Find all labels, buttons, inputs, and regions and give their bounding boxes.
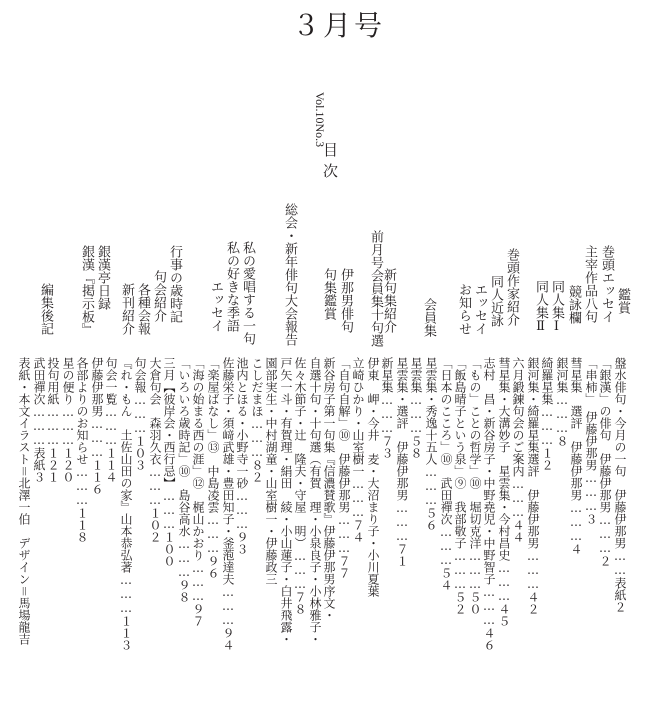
contents-entry: 伊藤伊那男………１１６ [90, 357, 104, 495]
contents-entry: 武田禪次………表紙３ [32, 357, 46, 483]
contents-entry: 『れ・もん 土佐山田の家』山本恭弘著………１１３ [119, 357, 133, 651]
contents-entry: 各部よりのお知らせ………１１８ [75, 357, 89, 543]
contents-entry: 「いろいろ歳時記」⑩ 島谷高水………９８ [177, 357, 191, 603]
contents-entry: 「楽屋ばなし」⑬ 中島凌雲………９６ [206, 357, 220, 579]
section-label: 会員集 [421, 298, 436, 337]
contents-entry: 「自句自解」⑩ 伊藤伊那男………７７ [337, 357, 351, 579]
section-label: 銀漢亭日録 [95, 245, 110, 310]
section-label: 伊那男俳句 [338, 268, 353, 333]
section-label: 編集後記 [38, 283, 53, 335]
contents-entry: 志村 昌・新谷房子・中野堯児・中野智子………４６ [482, 357, 496, 651]
section-label: 同人集Ⅰ [549, 280, 564, 334]
section-label: 各種会報 [135, 283, 150, 335]
contents-entry: 三月【彼岸会・西行忌】………１００ [162, 357, 176, 567]
section-label: 同人集Ⅱ [533, 280, 548, 334]
contents-entry: 「海の始まる西の涯」⑫ 梶山かおり………９７ [191, 357, 205, 627]
contents-entry: 立崎ひかり・山室樹一………７４ [351, 357, 365, 543]
contents-entry: 銀河集・綺羅星集選評 伊藤伊那男………４２ [526, 357, 540, 615]
section-label: 競詠欄 [566, 285, 581, 324]
contents-entry: 新星集………７３ [380, 357, 394, 459]
contents-entry: 盤水俳句・今月の一句 伊藤伊那男……表紙２ [613, 357, 627, 613]
contents-entry: 星の便り………１２０ [61, 357, 75, 483]
section-label: 句会紹介 [151, 270, 166, 322]
contents-label: 目次 [321, 142, 339, 184]
contents-entry: 新谷房子第一句集『信濃賛歌』伊藤伊那男序文・ [322, 357, 336, 621]
page-title: ３月号 [292, 9, 386, 42]
contents-entry: 「日本のこころ」⑩ 武田禪次………５４ [439, 357, 453, 591]
section-label: 巻頭作家紹介 [504, 248, 519, 326]
contents-entry: 星雲集・選評 伊藤伊那男………７１ [395, 357, 409, 567]
contents-entry: 池内とほる・小野寺一砂………９３ [235, 357, 249, 555]
section-label: 鑑賞 [615, 288, 630, 314]
contents-entry: こしだまほ………８２ [250, 357, 264, 483]
section-label: 私の愛唱する一句 [240, 241, 255, 345]
section-label: 前月号会員集十句選 [368, 230, 383, 347]
section-label: 同人近詠 [488, 275, 503, 327]
section-label: お知らせ [456, 283, 471, 335]
contents-entry: 自選十句・十句選（有賀 理・小泉良子・小林雅子・ [308, 357, 322, 645]
contents-entry: 「もの」ことの哲学」⑩ 堀切克洋………５０ [468, 357, 482, 615]
section-label: エッセイ [208, 280, 223, 332]
section-label: 新句集紹介 [381, 268, 396, 333]
contents-entry: 彗星集・大溝妙子 星雲集・今村昌史………４５ [497, 357, 511, 627]
contents-entry: 銀河集………８ [555, 357, 569, 447]
contents-entry: 戸矢一斗・有賀理・絹田 綾・小山蓮子・白井飛露・ [279, 357, 293, 645]
section-label: 私の好きな季語 [224, 241, 239, 332]
contents-entry: 大倉句会 森羽久衣………１０２ [148, 357, 162, 543]
section-label: 総会・新年俳句大会報告 [282, 203, 297, 346]
contents-entry: 伊東 岬・今井 麦・大沼まり子・小川夏葉 [366, 357, 380, 597]
contents-entry: 佐々木節子・辻 隆夫・守屋 明）………７８ [293, 357, 307, 615]
section-label: エッセイ [472, 283, 487, 335]
contents-entry: 表紙・本文イラスト＝北澤一伯 デザイン＝馬場龍吉 [17, 357, 31, 645]
contents-entry: 投句用紙………１２１ [46, 357, 60, 483]
contents-entry: 句会一覧………１１４ [104, 357, 118, 483]
contents-entry: 「串柿」 伊藤伊那男………３ [584, 357, 598, 525]
section-label: 主宰作品八句 [582, 245, 597, 323]
contents-entry: 六月鍛錬句会のご案内………４４ [511, 357, 525, 543]
section-label: 新刊紹介 [119, 283, 134, 335]
contents-entry: 佐藤栄子・須﨑武雄・豊田知子・釜萢達夫………９４ [221, 357, 235, 651]
contents-entry: 綺羅星集………１２ [540, 357, 554, 471]
contents-entry: 「銀漢」の俳句 伊藤伊那男………２ [598, 357, 612, 567]
section-label: 巻頭エッセイ [599, 245, 614, 323]
contents-entry: 彗星集 選評 伊藤伊那男………４ [569, 357, 583, 555]
contents-entry: 星雲集・秀逸十五人………５６ [424, 357, 438, 531]
volume-number: Vol.10No.3 [313, 92, 327, 148]
contents-entry: 「飯島晴子という泉」⑨ 我部敬子………５２ [453, 357, 467, 615]
contents-entry: 星雲集………５８ [409, 357, 423, 459]
section-label: 銀漢『掲示板』 [79, 245, 94, 336]
section-label: 行事の歳時記 [167, 245, 182, 323]
contents-entry: 句会報………１０３ [133, 357, 147, 471]
section-label: 句集鑑賞 [321, 268, 336, 320]
contents-entry: 園部実生・中村湖童・山室樹一・伊藤政三 [264, 357, 278, 585]
